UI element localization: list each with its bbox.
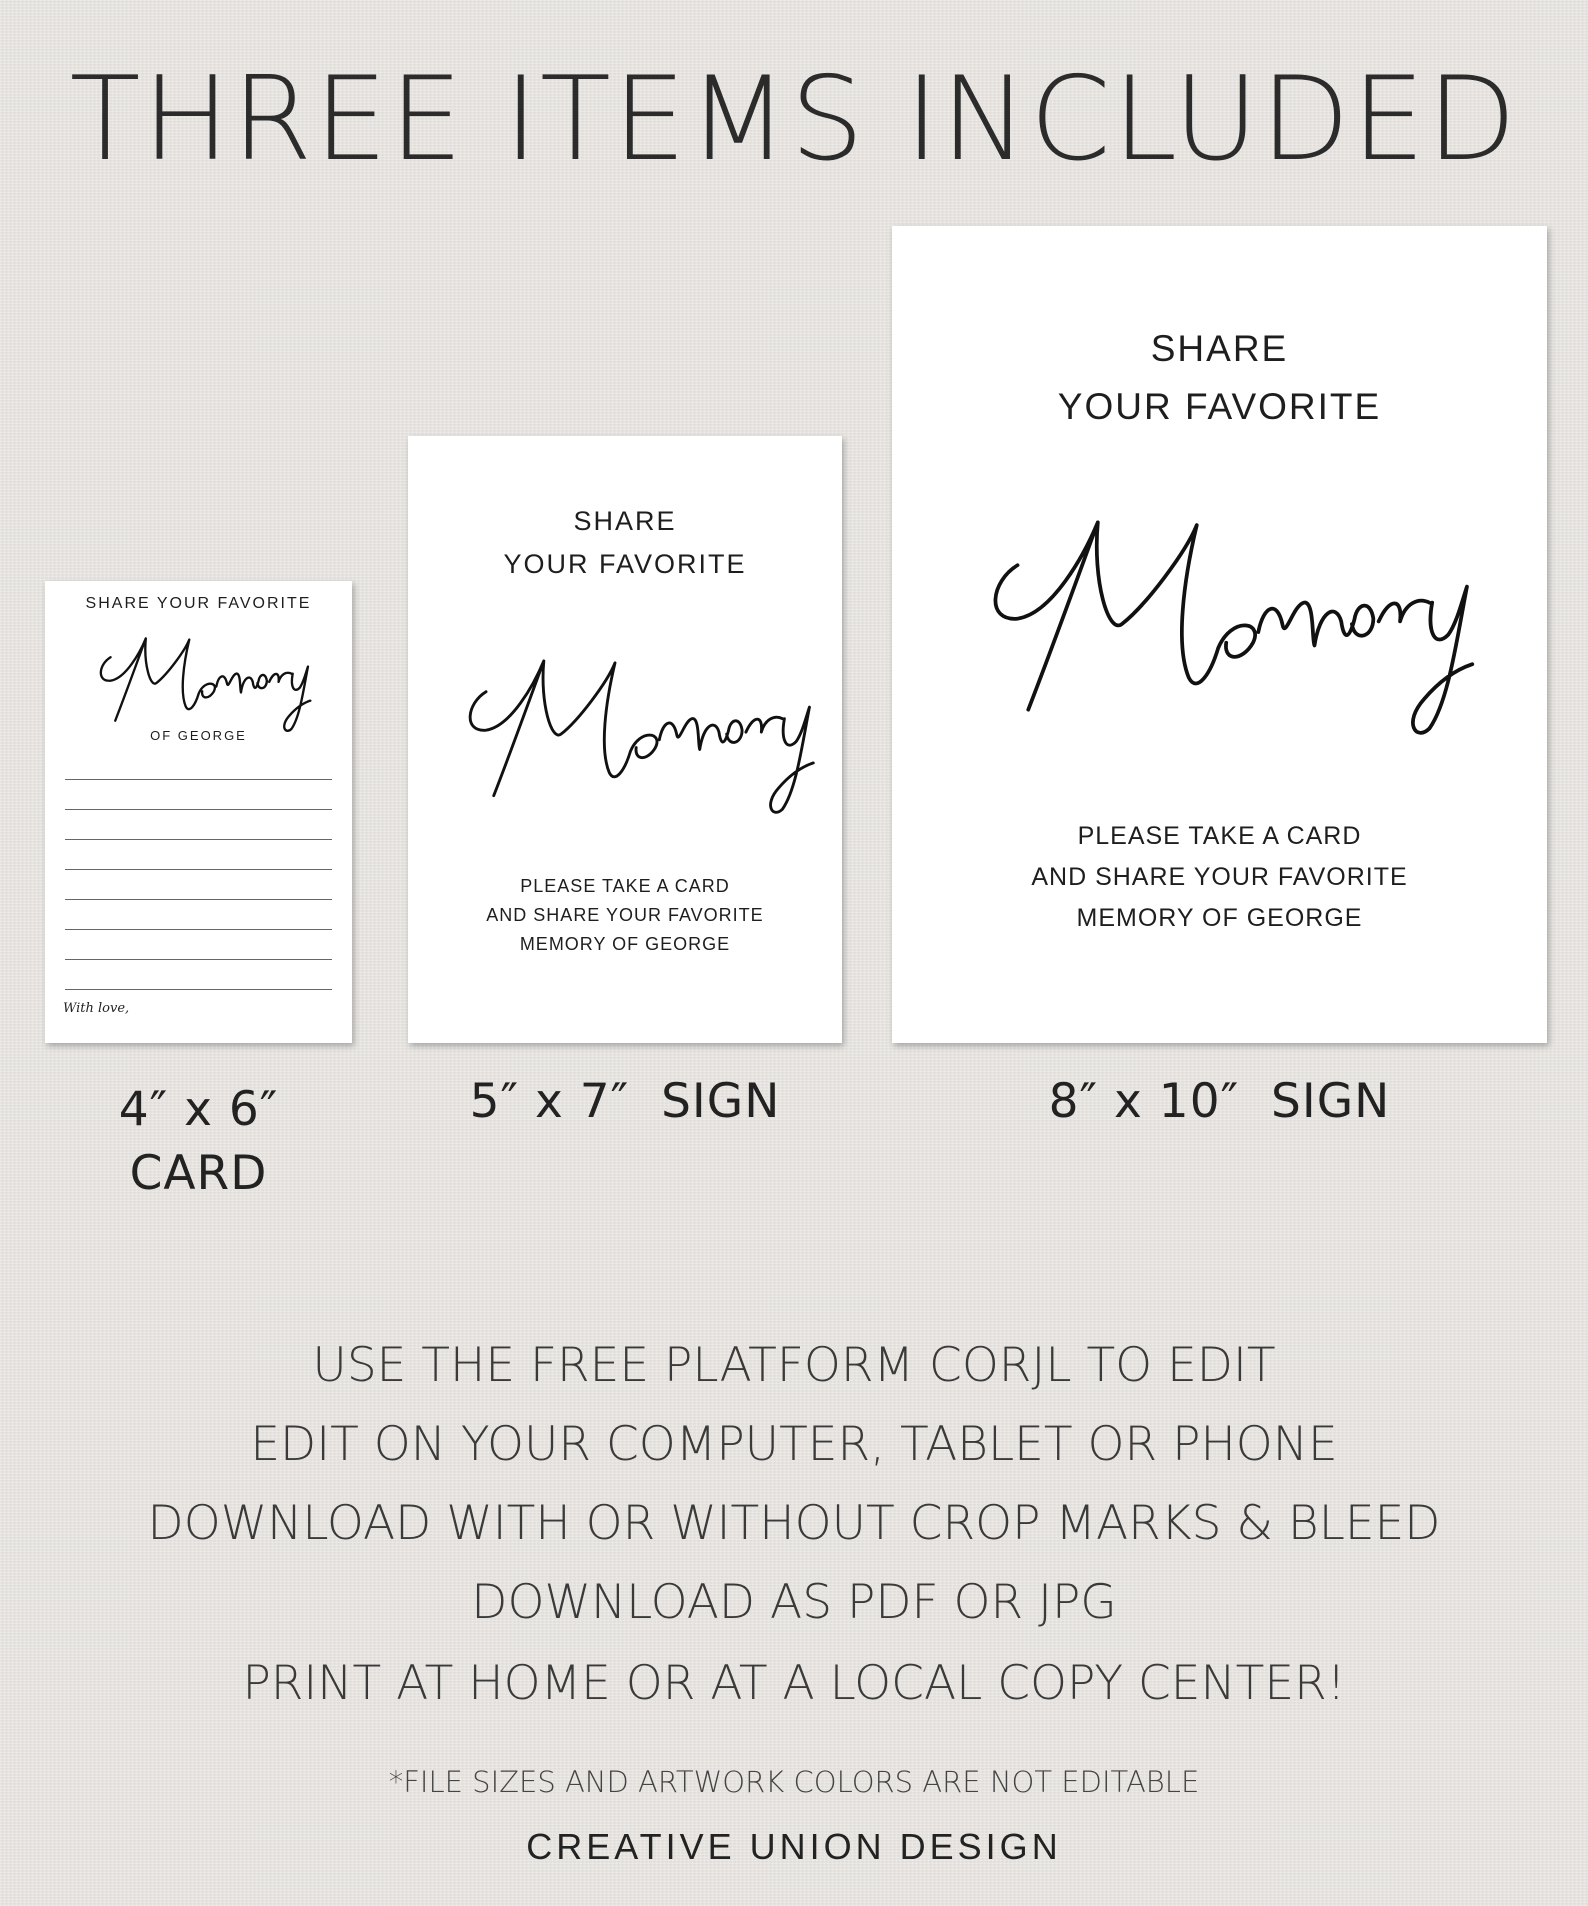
sign-5x7-size-label: 5″ x 7″ SIGN [469, 1074, 781, 1129]
sign-body-line2: AND SHARE YOUR FAVORITE [1031, 863, 1408, 891]
card-header: SHARE YOUR FAVORITE [85, 595, 312, 612]
info-line: DOWNLOAD AS PDF OR JPG [471, 1575, 1117, 1630]
sign-header-line1: SHARE [1150, 328, 1289, 369]
info-line: DOWNLOAD WITH OR WITHOUT CROP MARKS & BLEED [147, 1496, 1441, 1551]
sign-body-line3: MEMORY OF GEORGE [519, 934, 731, 954]
writing-line [65, 869, 332, 870]
sign-body-line3: MEMORY OF GEORGE [1076, 904, 1363, 932]
card-size-dimensions: 4″ x 6″ [118, 1082, 279, 1137]
writing-line [65, 929, 332, 930]
brand-name: CREATIVE UNION DESIGN [526, 1826, 1062, 1867]
card-size-label [45, 1078, 352, 1206]
sign-body-line2: AND SHARE YOUR FAVORITE [486, 905, 764, 925]
info-line: USE THE FREE PLATFORM CORJL TO EDIT [312, 1338, 1276, 1393]
sign-body-line1: PLEASE TAKE A CARD [1077, 822, 1362, 850]
writing-line [65, 899, 332, 900]
sign-8x10-preview [892, 226, 1547, 1043]
info-line: PRINT AT HOME OR AT A LOCAL COPY CENTER! [242, 1656, 1346, 1711]
card-4x6-preview [45, 581, 352, 1043]
memory-script-lettering [80, 617, 315, 735]
writing-line [65, 989, 332, 990]
sign-header-line2: YOUR FAVORITE [503, 549, 747, 579]
sign-body-line1: PLEASE TAKE A CARD [520, 876, 730, 896]
memory-script-lettering [436, 626, 821, 819]
sign-header-line2: YOUR FAVORITE [1057, 386, 1382, 427]
page-title: THREE ITEMS INCLUDED [69, 52, 1519, 187]
sign-8x10-size-label: 8″ x 10″ SIGN [1048, 1074, 1391, 1129]
card-subtitle: OF GEORGE [150, 728, 247, 743]
card-size-type: CARD [129, 1146, 268, 1201]
writing-line [65, 959, 332, 960]
sign-5x7-preview [408, 436, 842, 1043]
disclaimer-note: *FILE SIZES AND ARTWORK COLORS ARE NOT EDITABLE [388, 1765, 1200, 1799]
card-signoff: With love, [63, 1001, 130, 1016]
info-line: EDIT ON YOUR COMPUTER, TABLET OR PHONE [250, 1417, 1338, 1472]
writing-line [65, 809, 332, 810]
writing-line [65, 839, 332, 840]
memory-script-lettering [948, 474, 1483, 742]
sign-header-line1: SHARE [573, 506, 677, 536]
writing-line [65, 779, 332, 780]
